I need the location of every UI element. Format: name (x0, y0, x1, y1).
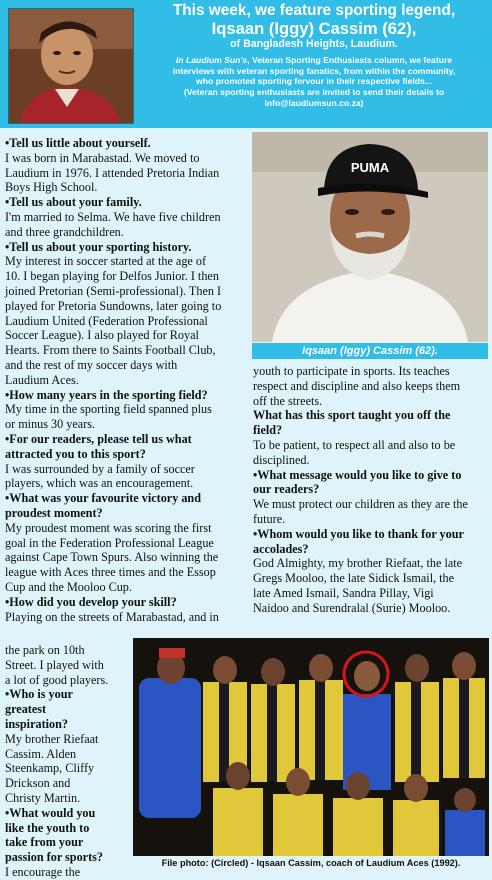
article-line: •For our readers, please tell us what (5, 431, 192, 446)
article-line: and three grandchildren. (5, 224, 124, 239)
headline-location: of Bangladesh Heights, Laudium. (230, 38, 398, 50)
article-line: respect and discipline and also keeps them (253, 378, 461, 393)
article-line: against Cape Town Spurs. Also winning the (5, 550, 219, 565)
article-line: and the rest of my soccer days with (5, 357, 178, 372)
article-line: Street. I played with (5, 657, 104, 672)
article-line: Drickson and (5, 776, 71, 791)
article-line: Laudium United (Federation Professional (5, 313, 208, 328)
article-line: •What was your favourite victory and (5, 491, 201, 506)
article-line: played for Pretoria Sundowns, later going to (5, 298, 222, 313)
article-line: •Who is your (5, 687, 73, 702)
intro-email: info@laudiumsun.co.za) (264, 97, 364, 108)
article-line: Naidoo and Surendralal (Surie) Mooloo. (253, 600, 451, 615)
article-line: accolades? (253, 541, 309, 556)
article-line: Playing on the streets of Marabastad, and in (5, 609, 219, 624)
article-line: What has this sport taught you off the (253, 408, 451, 423)
article-line: proudest moment? (5, 505, 103, 520)
article-line: •Tell us about your sporting history. (5, 239, 192, 254)
article-line: God Almighty, my brother Riefaat, the late (253, 556, 463, 571)
headline-name: Iqsaan (Iggy) Cassim (62), (211, 19, 417, 38)
header-young-photo (8, 8, 134, 124)
article-line: Gregs Mooloo, the late Sidick Ismail, the (253, 571, 455, 586)
article-column-left (5, 136, 245, 624)
article-line: •What message would you like to give to (253, 467, 462, 482)
feature-header (0, 0, 492, 128)
intro-line-1-text: , Veteran Sporting Enthusiasts column, we feature (247, 55, 453, 65)
article-line: My time in the sporting field spanned plus (5, 402, 212, 417)
article-line: future. (253, 511, 286, 526)
article-line: I was born in Marabastad. We moved to (5, 150, 200, 165)
article-line: or minus 30 years. (5, 417, 96, 432)
article-line: greatest (5, 702, 47, 717)
portrait-caption: Iqsaan (Iggy) Cassim (62). (252, 343, 488, 359)
article-line: goal in the Federation Professional League (5, 535, 214, 550)
article-line: Cup and the Mooloo Cup. (5, 579, 132, 594)
article-line: attracted you to this sport? (5, 446, 146, 461)
article-line: the park on 10th (5, 643, 85, 657)
article-line: Soccer League). I also played for Royal (5, 328, 199, 343)
cap-brand-text: PUMA (350, 160, 390, 175)
article-line: We must protect our children as they are the (253, 497, 468, 512)
article-line: Hearts. From there to Saints Football Club, (5, 343, 216, 358)
article-line: Christy Martin. (5, 790, 81, 805)
article-line: •How many years in the sporting field? (5, 387, 208, 402)
article-line: •Tell us little about yourself. (5, 136, 151, 150)
intro-line-1 (140, 55, 488, 66)
article-line: take from your (5, 835, 84, 850)
article-column-right (253, 364, 489, 616)
article-line: I'm married to Selma. We have five children (5, 209, 221, 224)
article-line: joined Pretorian (Semi-professional). Then I (5, 283, 222, 298)
article-line: Laudium Aces. (5, 372, 79, 387)
article-line: To be patient, to respect all and also to be (253, 437, 456, 452)
article-line: a lot of good players. (5, 672, 109, 687)
article-line: passion for sports? (5, 850, 103, 865)
article-line: •How did you develop your skill? (5, 594, 177, 609)
article-line: My interest in soccer started at the age of (5, 254, 207, 269)
article-line: league with Aces three times and the Essop (5, 565, 216, 580)
header-text-block (140, 2, 488, 109)
article-line: youth to participate in sports. Its teaches (253, 364, 450, 378)
article-line: I was surrounded by a family of soccer (5, 461, 195, 476)
article-line: My brother Riefaat (5, 731, 99, 746)
headline-line-1: This week, we feature sporting legend, (172, 2, 456, 19)
article-line: field? (253, 423, 283, 438)
article-line: like the youth to (5, 820, 90, 835)
article-line: off the streets. (253, 393, 323, 408)
article-line: Boys High School. (5, 180, 98, 195)
article-line: Steenkamp, Cliffy (5, 761, 95, 776)
intro-line-3: who promoted sporting fervour in their respective fields... (196, 76, 432, 87)
article-line: •Whom would you like to thank for your (253, 526, 464, 541)
column-intro (140, 55, 488, 109)
article-line: our readers? (253, 482, 320, 497)
intro-publication-name: In Laudium Sun's (175, 55, 248, 65)
article-line: players, which was an encouragement. (5, 476, 194, 491)
team-photo-caption: File photo: (Circled) - Iqsaan Cassim, coach of Laudium Aces (1992). (161, 858, 461, 868)
article-line: •What would you (5, 805, 96, 820)
article-line: I encourage the (5, 864, 81, 879)
article-line: 10. I began playing for Delfos Junior. I then (5, 269, 219, 284)
intro-line-4: (Veteran sporting enthusiasts are invited to send their details to (183, 87, 445, 98)
article-line: disciplined. (253, 452, 310, 467)
team-photo (133, 638, 489, 856)
article-line: Laudium in 1976. I attended Pretoria Indian (5, 165, 220, 180)
article-line: Cassim. Alden (5, 746, 77, 761)
article-column-bottom (5, 643, 130, 880)
article-line: late Amed Ismail, Sandra Pillay, Vigi (253, 585, 434, 600)
portrait-photo (252, 132, 488, 342)
article-line: •Tell us about your family. (5, 195, 142, 210)
article-line: My proudest moment was scoring the first (5, 520, 212, 535)
article-line: inspiration? (5, 716, 68, 731)
intro-line-2: interviews with veteran sporting fanatics, from within the community, (172, 65, 456, 76)
